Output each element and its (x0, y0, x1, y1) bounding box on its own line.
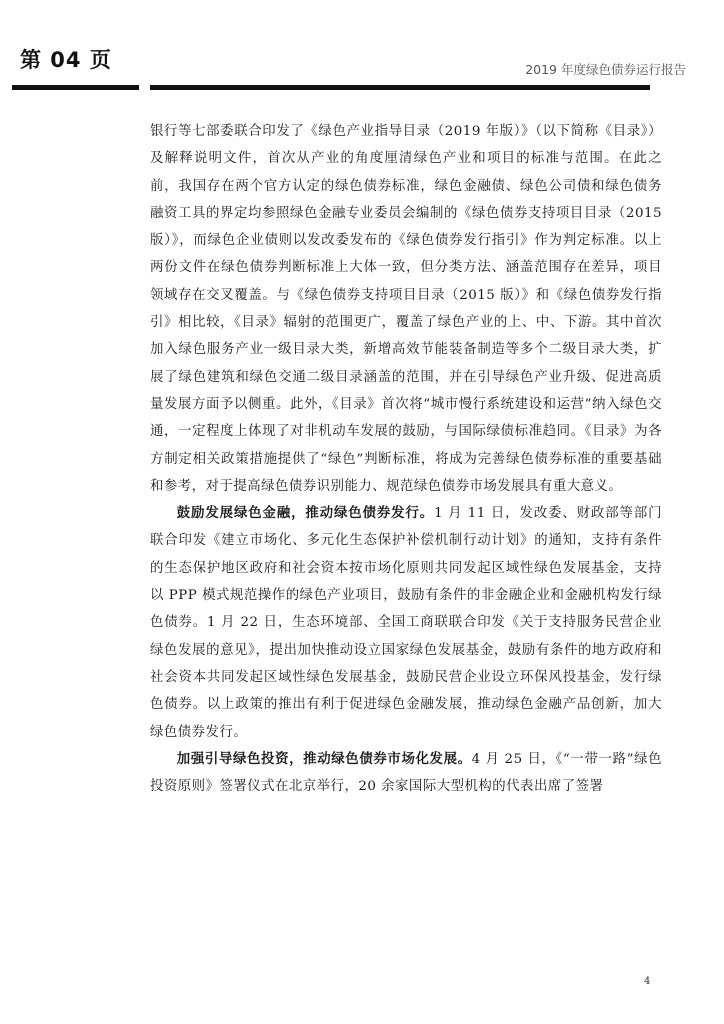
paragraph-1: 银行等七部委联合印发了《绿色产业指导目录（2019 年版）》（以下简称《目录》）及解释说明文件，首次从产业的角度厘清绿色产业和项目的标准与范围。在此之前，我国存在两个官方认定的绿色债券标准，绿色金融债、绿色公司债和绿色债务融资工具的界定均参照绿色金融专业委员会编制的《绿色债券支持项目目录（2015 版）》，而绿色企业债则以发改委发布的《绿色债券发行指引》作为判定标准。以上两份文件在绿色债券判断标准上大体一致，但分类方法、涵盖范围存在差异，项目领域存在交叉覆盖。与《绿色债券支持项目目录（2015 版）》和《绿色债券发行指引》相比较，《目录》辐射的范围更广，覆盖了绿色产业的上、中、下游。其中首次加入绿色服务产业一级目录大类，新增高效节能装备制造等多个二级目录大类，扩展了绿色建筑和绿色交通二级目录涵盖的范围，并在引导绿色产业升级、促进高质量发展方面予以侧重。此外，《目录》首次将“城市慢行系统建设和运营”纳入绿色交通，一定程度上体现了对非机动车发展的鼓励，与国际绿债标准趋同。《目录》为各方制定相关政策措施提供了“绿色”判断标准，将成为完善绿色债券标准的重要基础和参考，对于提高绿色债券识别能力、规范绿色债券市场发展具有重大意义。 (150, 124, 662, 494)
paragraph-3 (150, 746, 662, 801)
page-label: 第 04 页 (20, 48, 112, 72)
paragraph-2-text: 1 月 11 日，发改委、财政部等部门联合印发《建立市场化、多元化生态保护补偿机制行动计划》的通知，支持有条件的生态保护地区政府和社会资本按市场化原则共同发起区域性绿色发展基金，支持以 PPP 模式规范操作的绿色产业项目，鼓励有条件的非金融企业和金融机构发行绿色债券。1 月 22 日，生态环境部、全国工商联联合印发《关于支持服务民营企业绿色发展的意见》，提出加快推动设立国家绿色发展基金，鼓励有条件的地方政府和社会资本共同发起区域性绿色发展基金，鼓励民营企业设立环保风投基金，发行绿色债券。以上政策的推出有利于促进绿色金融发展，推动绿色金融产品创新，加大绿色债券发行。 (150, 506, 662, 740)
paragraph-3-heading: 加强引导绿色投资，推动绿色债券市场化发展。 (176, 751, 472, 767)
header-rule-left (12, 85, 139, 90)
report-title: 2019 年度绿色债券运行报告 (525, 62, 686, 77)
paragraph-3-text: 4 月 25 日，《“一带一路”绿色投资原则》签署仪式在北京举行，20 余家国际大型机构的代表出席了签署 (150, 751, 663, 795)
header-rule-right (150, 85, 650, 90)
paragraph-2 (150, 500, 662, 746)
page-number: 4 (644, 976, 651, 987)
body-text (150, 118, 662, 800)
paragraph-2-heading: 鼓励发展绿色金融，推动绿色债券发行。 (176, 506, 435, 522)
